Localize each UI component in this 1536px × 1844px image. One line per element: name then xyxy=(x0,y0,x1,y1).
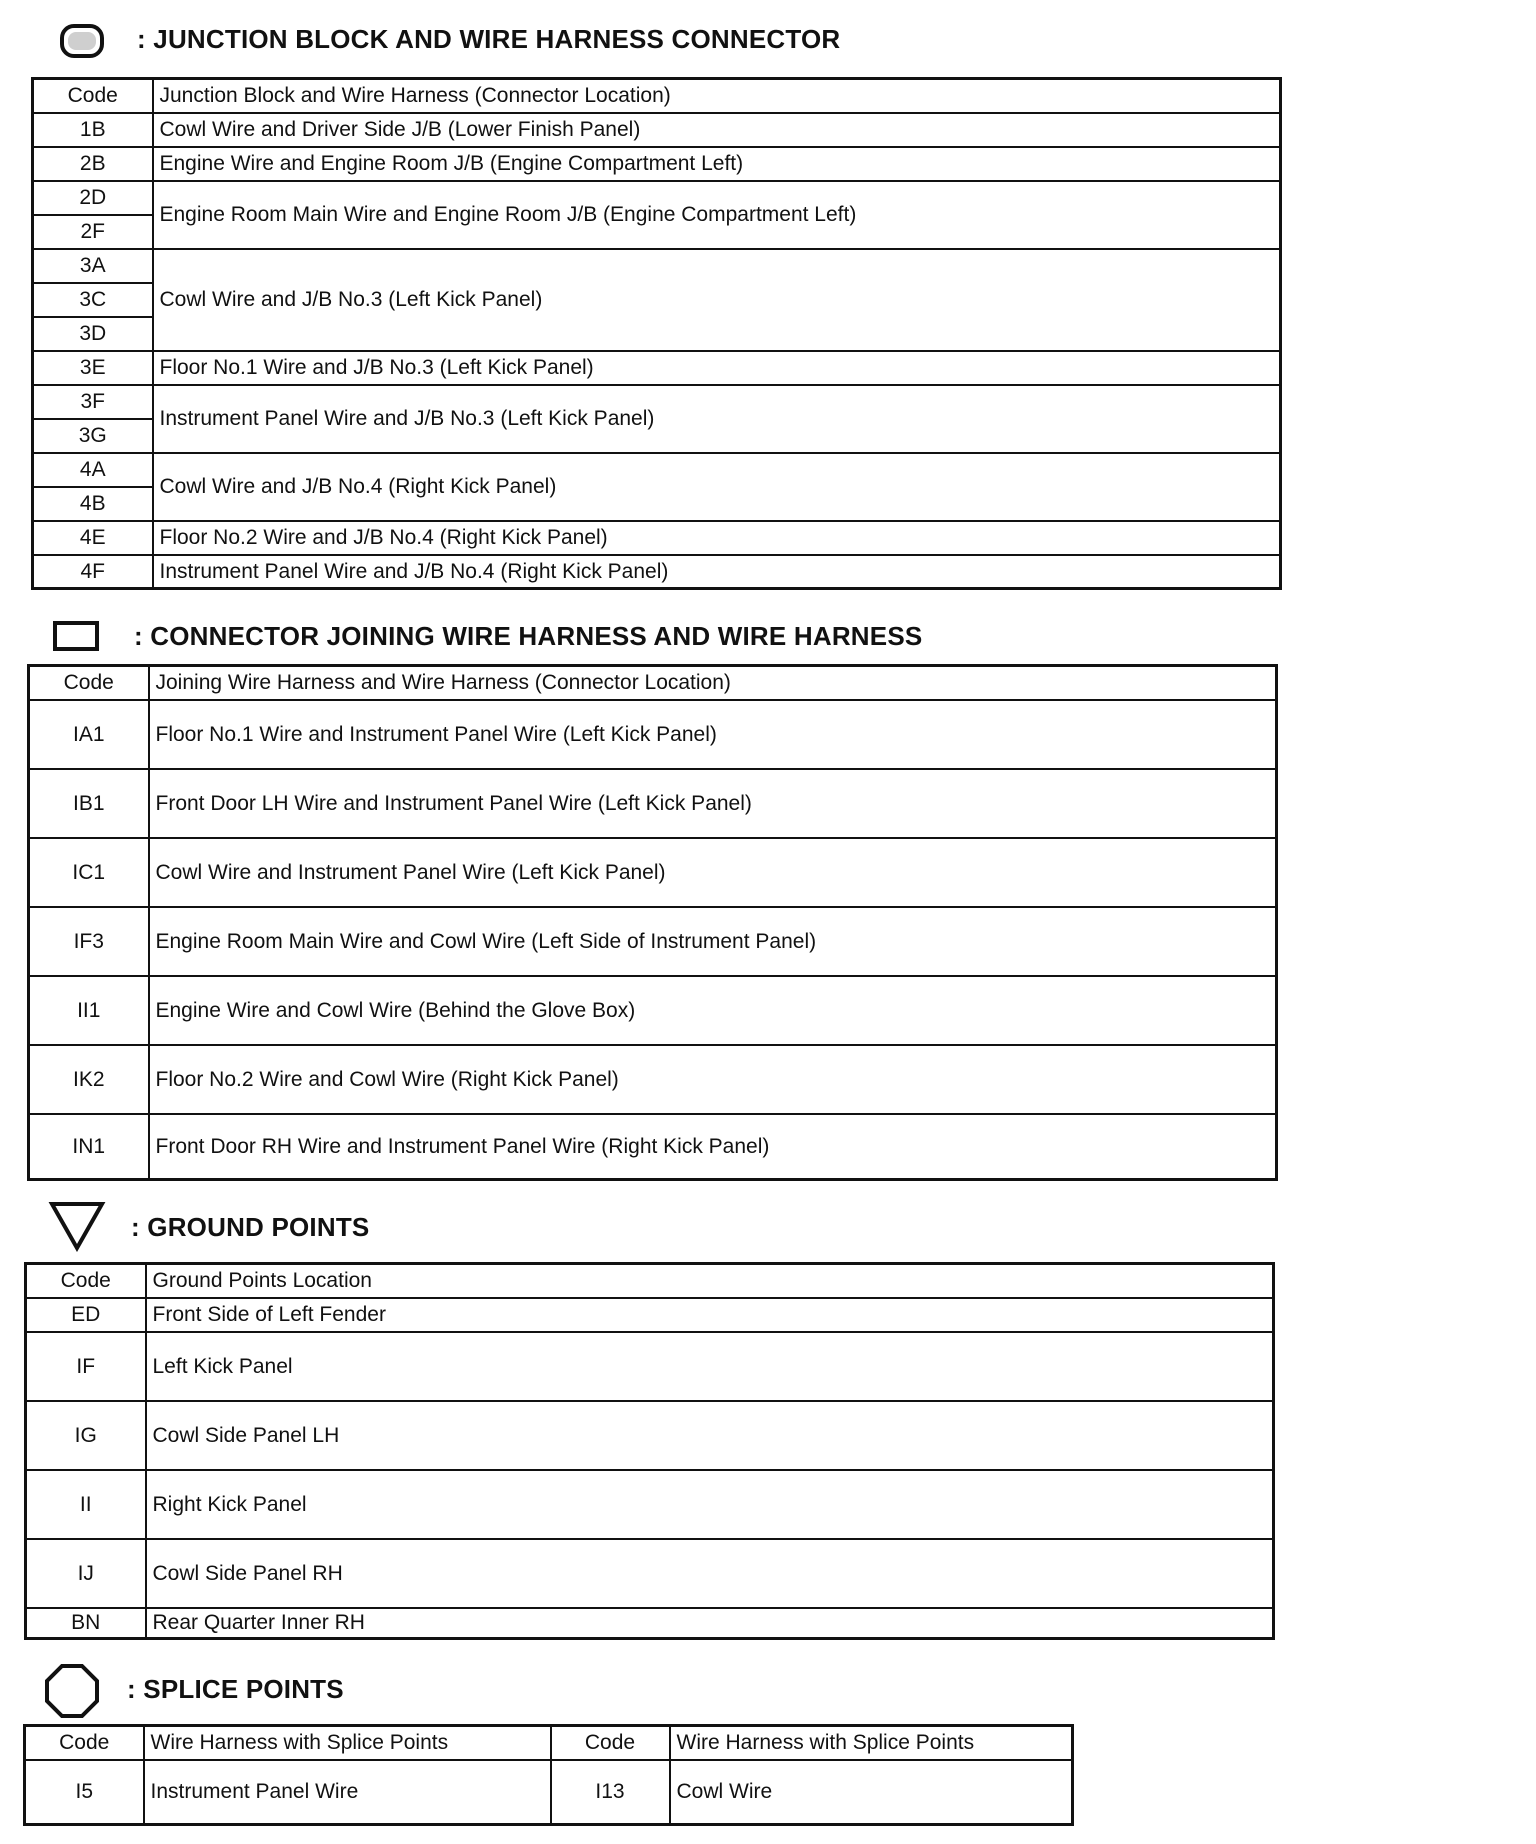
junction-code: 3E xyxy=(33,351,153,385)
connector-code: IN1 xyxy=(29,1114,149,1180)
ground-code: IF xyxy=(26,1332,146,1401)
connector-code: IC1 xyxy=(29,838,149,907)
junction-code: 3D xyxy=(33,317,153,351)
square-box-icon xyxy=(52,620,100,652)
junction-code: 3A xyxy=(33,249,153,283)
ground-code: ED xyxy=(26,1298,146,1332)
connector-code: IF3 xyxy=(29,907,149,976)
splice-code-2: I13 xyxy=(551,1760,670,1825)
splice-header-desc-2: Wire Harness with Splice Points xyxy=(670,1726,1073,1760)
connector-desc: Floor No.2 Wire and Cowl Wire (Right Kick Panel) xyxy=(149,1045,1277,1114)
junction-code: 1B xyxy=(33,113,153,147)
connector-desc: Engine Room Main Wire and Cowl Wire (Left Side of Instrument Panel) xyxy=(149,907,1277,976)
junction-code: 4F xyxy=(33,555,153,589)
splice-header-desc: Wire Harness with Splice Points xyxy=(144,1726,551,1760)
junction-code: 2F xyxy=(33,215,153,249)
ground-desc: Right Kick Panel xyxy=(146,1470,1274,1539)
triangle-icon xyxy=(48,1200,106,1252)
table-row xyxy=(29,1045,1277,1114)
ground-desc: Rear Quarter Inner RH xyxy=(146,1608,1274,1639)
table-row xyxy=(33,351,1281,385)
junction-code: 4E xyxy=(33,521,153,555)
table-row xyxy=(29,769,1277,838)
connector-header-desc: Joining Wire Harness and Wire Harness (Connector Location) xyxy=(149,666,1277,700)
rounded-box-icon xyxy=(58,22,106,60)
table-row xyxy=(26,1608,1274,1639)
splice-section-title: : SPLICE POINTS xyxy=(127,1674,344,1704)
table-row xyxy=(33,385,1281,419)
ground-desc: Cowl Side Panel RH xyxy=(146,1539,1274,1608)
junction-desc: Engine Room Main Wire and Engine Room J/B (Engine Compartment Left) xyxy=(153,181,1281,249)
table-row xyxy=(33,147,1281,181)
junction-desc: Engine Wire and Engine Room J/B (Engine Compartment Left) xyxy=(153,147,1281,181)
table-row xyxy=(29,838,1277,907)
table-row xyxy=(33,555,1281,589)
table-row xyxy=(33,453,1281,487)
table-row xyxy=(26,1539,1274,1608)
table-row xyxy=(33,181,1281,215)
junction-desc: Cowl Wire and Driver Side J/B (Lower Finish Panel) xyxy=(153,113,1281,147)
junction-section-title: : JUNCTION BLOCK AND WIRE HARNESS CONNECTOR xyxy=(137,24,841,54)
table-row xyxy=(29,1114,1277,1180)
connector-section-title: : CONNECTOR JOINING WIRE HARNESS AND WIRE HARNESS xyxy=(134,621,923,651)
table-row xyxy=(25,1760,1073,1825)
connector-desc: Front Door LH Wire and Instrument Panel Wire (Left Kick Panel) xyxy=(149,769,1277,838)
ground-section-title: : GROUND POINTS xyxy=(131,1212,370,1242)
splice-code: I5 xyxy=(25,1760,144,1825)
splice-header-code-2: Code xyxy=(551,1726,670,1760)
table-row xyxy=(29,976,1277,1045)
ground-table xyxy=(24,1262,1275,1640)
junction-desc: Floor No.2 Wire and J/B No.4 (Right Kick Panel) xyxy=(153,521,1281,555)
ground-code: IG xyxy=(26,1401,146,1470)
ground-header-code: Code xyxy=(26,1264,146,1298)
splice-table-header xyxy=(25,1726,1073,1760)
connector-table xyxy=(27,664,1278,1181)
connector-desc: Cowl Wire and Instrument Panel Wire (Left Kick Panel) xyxy=(149,838,1277,907)
junction-code: 2D xyxy=(33,181,153,215)
connector-code: IA1 xyxy=(29,700,149,769)
table-row xyxy=(29,907,1277,976)
splice-header-code: Code xyxy=(25,1726,144,1760)
ground-code: II xyxy=(26,1470,146,1539)
ground-desc: Front Side of Left Fender xyxy=(146,1298,1274,1332)
connector-header-code: Code xyxy=(29,666,149,700)
ground-code: BN xyxy=(26,1608,146,1639)
splice-desc-2: Cowl Wire xyxy=(670,1760,1073,1825)
junction-desc: Cowl Wire and J/B No.4 (Right Kick Panel) xyxy=(153,453,1281,521)
connector-table-header xyxy=(29,666,1277,700)
table-row xyxy=(26,1470,1274,1539)
ground-code: IJ xyxy=(26,1539,146,1608)
table-row xyxy=(29,700,1277,769)
junction-desc: Instrument Panel Wire and J/B No.3 (Left Kick Panel) xyxy=(153,385,1281,453)
ground-table-header xyxy=(26,1264,1274,1298)
connector-code: IB1 xyxy=(29,769,149,838)
junction-code: 4B xyxy=(33,487,153,521)
ground-header-desc: Ground Points Location xyxy=(146,1264,1274,1298)
junction-code: 4A xyxy=(33,453,153,487)
connector-desc: Engine Wire and Cowl Wire (Behind the Glove Box) xyxy=(149,976,1277,1045)
splice-table xyxy=(23,1724,1074,1826)
table-row xyxy=(26,1298,1274,1332)
table-row xyxy=(26,1332,1274,1401)
junction-table xyxy=(31,77,1282,590)
junction-header-code: Code xyxy=(33,79,153,113)
connector-desc: Front Door RH Wire and Instrument Panel Wire (Right Kick Panel) xyxy=(149,1114,1277,1180)
connector-desc: Floor No.1 Wire and Instrument Panel Wire (Left Kick Panel) xyxy=(149,700,1277,769)
junction-code: 3G xyxy=(33,419,153,453)
ground-desc: Left Kick Panel xyxy=(146,1332,1274,1401)
octagon-icon xyxy=(44,1663,100,1719)
junction-table-header xyxy=(33,79,1281,113)
splice-desc: Instrument Panel Wire xyxy=(144,1760,551,1825)
connector-code: II1 xyxy=(29,976,149,1045)
table-row xyxy=(26,1401,1274,1470)
table-row xyxy=(33,249,1281,283)
junction-code: 3F xyxy=(33,385,153,419)
junction-desc: Floor No.1 Wire and J/B No.3 (Left Kick Panel) xyxy=(153,351,1281,385)
junction-header-desc: Junction Block and Wire Harness (Connector Location) xyxy=(153,79,1281,113)
ground-desc: Cowl Side Panel LH xyxy=(146,1401,1274,1470)
junction-code: 2B xyxy=(33,147,153,181)
junction-desc: Cowl Wire and J/B No.3 (Left Kick Panel) xyxy=(153,249,1281,351)
connector-code: IK2 xyxy=(29,1045,149,1114)
junction-desc: Instrument Panel Wire and J/B No.4 (Right Kick Panel) xyxy=(153,555,1281,589)
table-row xyxy=(33,113,1281,147)
junction-code: 3C xyxy=(33,283,153,317)
table-row xyxy=(33,521,1281,555)
